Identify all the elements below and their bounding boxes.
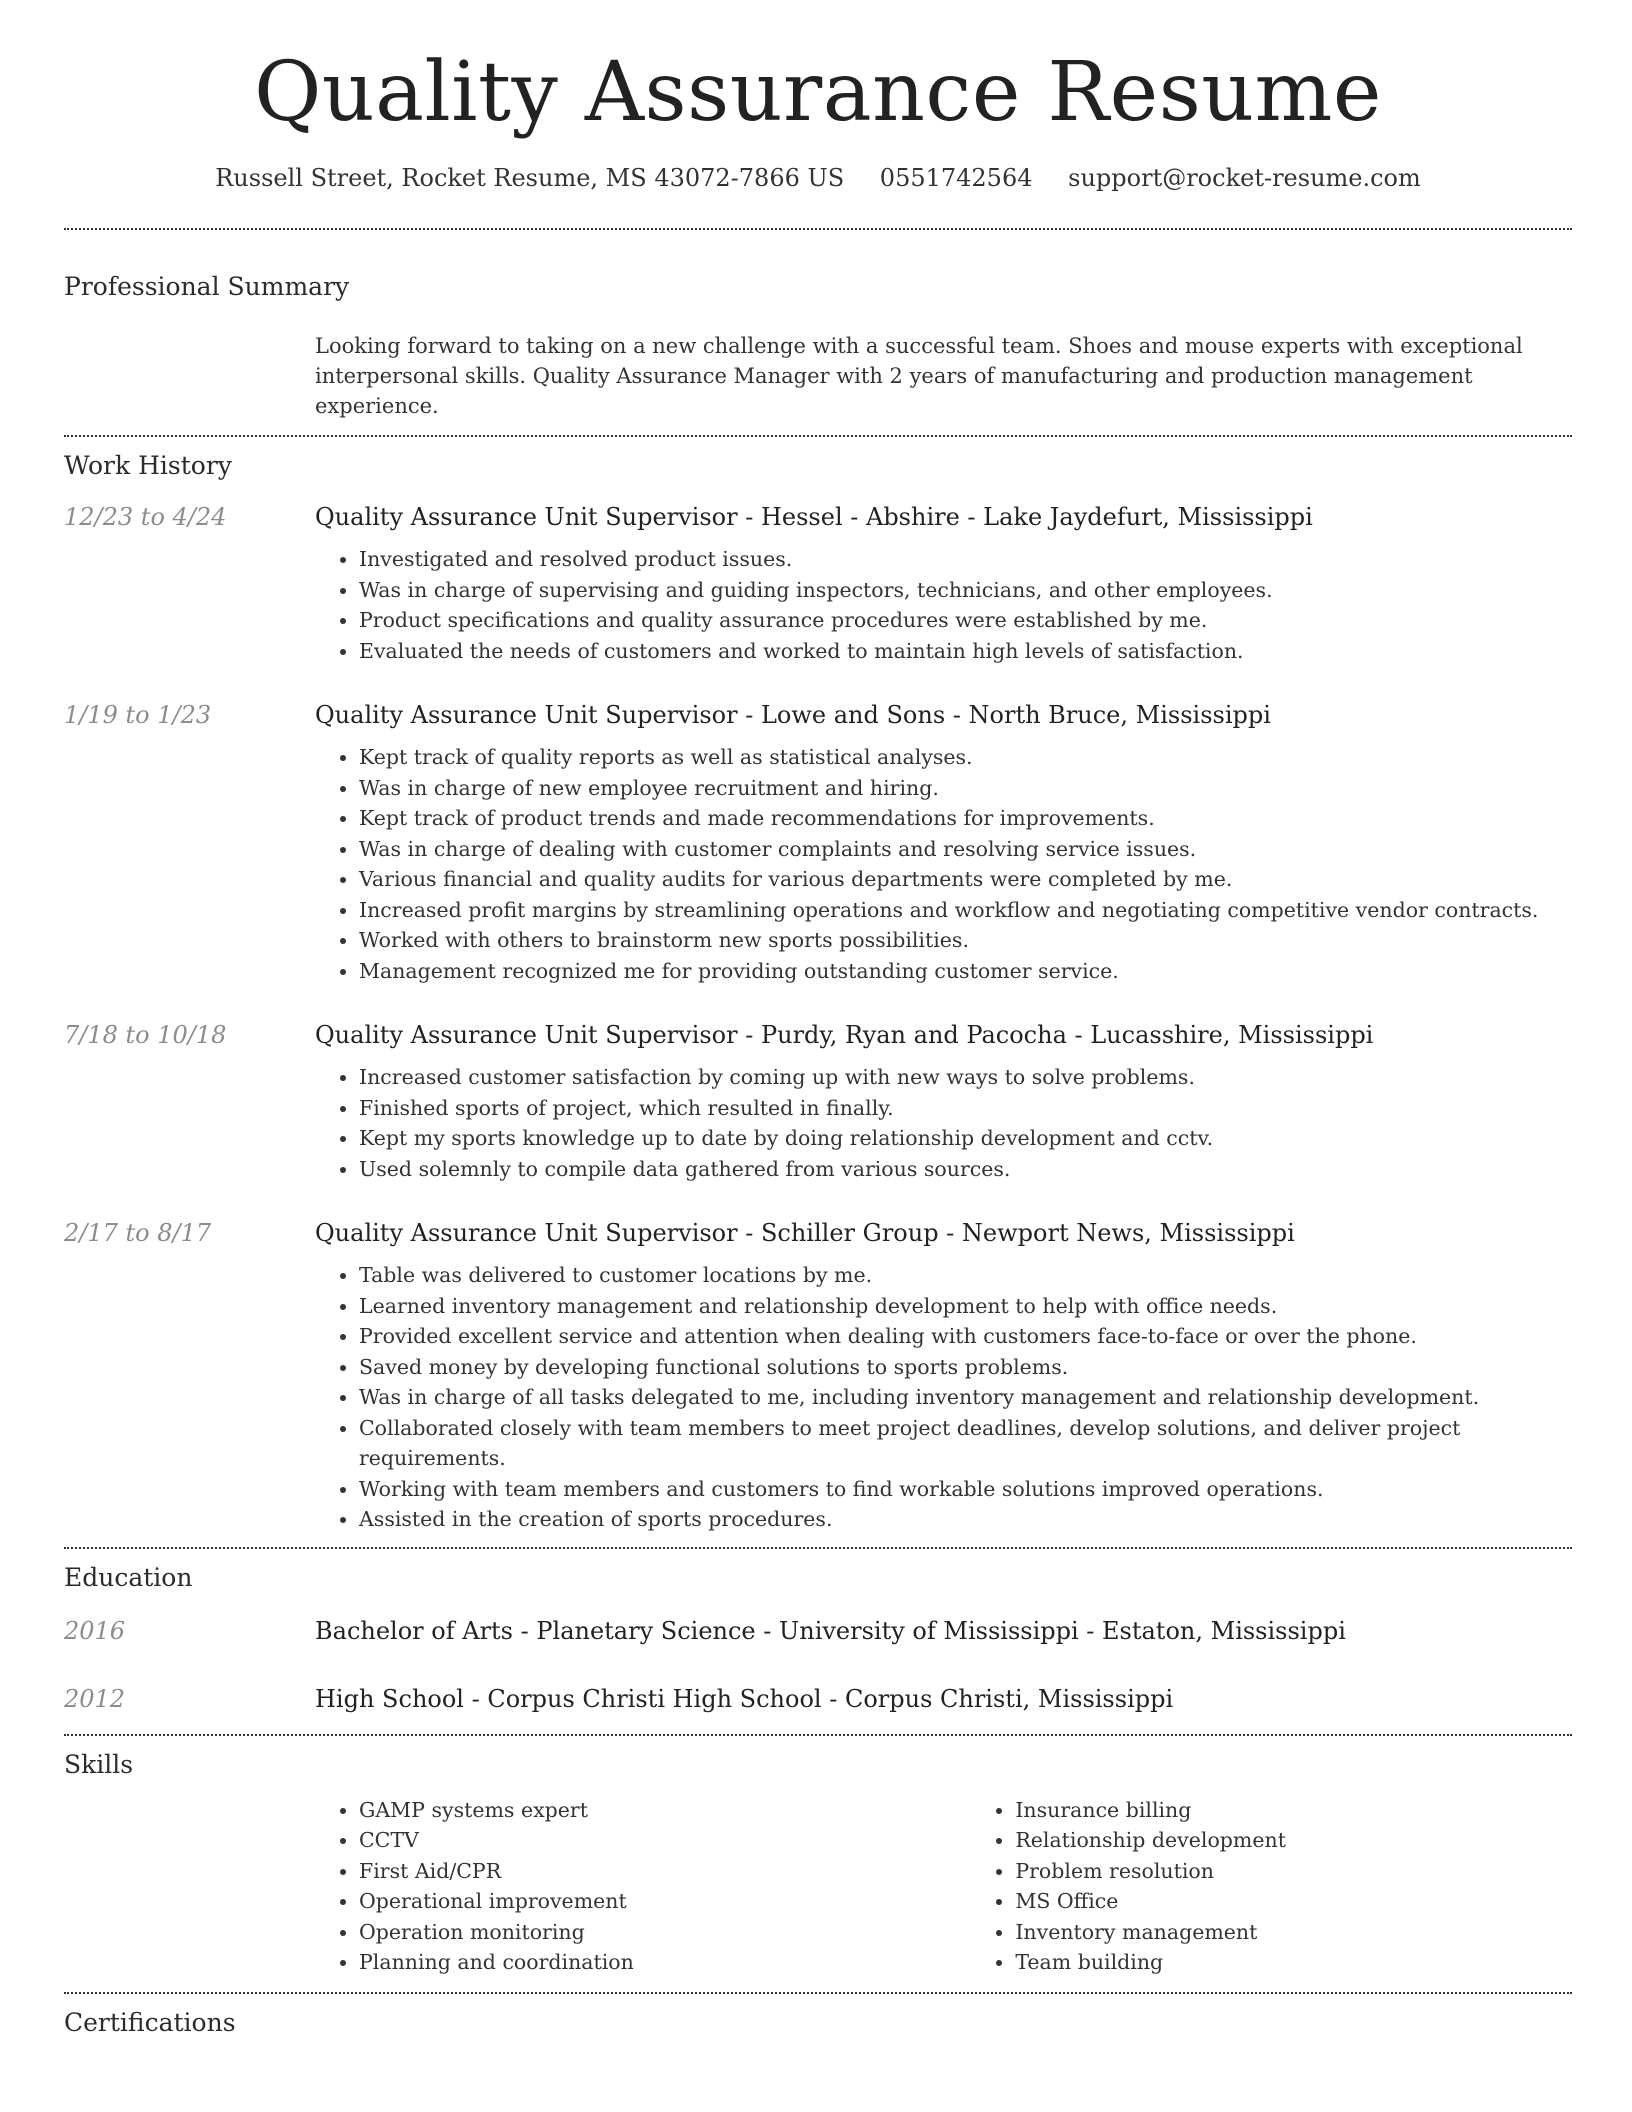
work-dates: 1/19 to 1/23 [64, 701, 212, 730]
summary-section [64, 230, 1572, 435]
work-bullet: • Increased profit margins by streamlining operations and workflow and negotiating competitive vendor contracts. [359, 895, 1572, 926]
skill-item: • Insurance billing [1015, 1795, 1572, 1826]
certifications-section [64, 1994, 1572, 2037]
work-bullet: • Various financial and quality audits for various departments were completed by me. [359, 864, 1572, 895]
work-bullet: • Collaborated closely with team members to meet project deadlines, develop solutions, and deliver project requirements. [359, 1413, 1572, 1474]
work-entry-body [315, 698, 1572, 986]
skill-item: • Inventory management [1015, 1917, 1572, 1948]
skill-item: • First Aid/CPR [359, 1856, 971, 1887]
work-entry [64, 698, 1572, 986]
skill-item: • Team building [1015, 1947, 1572, 1978]
work-bullet: • Kept track of quality reports as well as statistical analyses. [359, 742, 1572, 773]
work-dates: 2/17 to 8/17 [64, 1219, 212, 1248]
skill-item: • Problem resolution [1015, 1856, 1572, 1887]
contact-line [64, 164, 1572, 192]
work-bullet: • Kept my sports knowledge up to date by doing relationship development and cctv. [359, 1123, 1572, 1154]
work-entry [64, 1216, 1572, 1535]
work-bullet: • Finished sports of project, which resulted in finally. [359, 1093, 1572, 1124]
section-heading-education: Education [64, 1562, 193, 1592]
work-dates: 7/18 to 10/18 [64, 1021, 227, 1050]
work-bullet: • Worked with others to brainstorm new sports possibilities. [359, 925, 1572, 956]
work-bullet: • Table was delivered to customer locations by me. [359, 1260, 1572, 1291]
section-heading-summary: Professional Summary [64, 272, 350, 302]
skill-item: • Operation monitoring [359, 1917, 971, 1948]
work-entry-body [315, 500, 1572, 666]
skill-item: • Planning and coordination [359, 1947, 971, 1978]
resume-header [64, 0, 1572, 192]
work-bullet: • Was in charge of new employee recruitment and hiring. [359, 773, 1572, 804]
education-title: Bachelor of Arts - Planetary Science - University of Mississippi - Estaton, Mississippi [315, 1616, 1346, 1645]
section-heading-work-history: Work History [64, 451, 232, 481]
work-title: Quality Assurance Unit Supervisor - Purdy, Ryan and Pacocha - Lucasshire, Mississippi [315, 1021, 1374, 1050]
work-title: Quality Assurance Unit Supervisor - Schiller Group - Newport News, Mississippi [315, 1219, 1295, 1248]
section-heading-certifications: Certifications [64, 2007, 236, 2037]
skill-item: • Operational improvement [359, 1886, 971, 1917]
contact-email: support@rocket-resume.com [1068, 164, 1421, 193]
education-year: 2012 [64, 1684, 126, 1713]
work-entry-body [315, 1018, 1572, 1184]
work-bullets [315, 1062, 1572, 1184]
skills-column-2 [971, 1795, 1572, 1978]
section-heading-skills: Skills [64, 1749, 134, 1779]
work-dates: 12/23 to 4/24 [64, 503, 227, 532]
work-entry-body [315, 1216, 1572, 1535]
skill-item: • Relationship development [1015, 1825, 1572, 1856]
work-bullet: • Investigated and resolved product issues. [359, 544, 1572, 575]
work-bullets [315, 544, 1572, 666]
education-entry-body [315, 1682, 1572, 1716]
education-entry [64, 1614, 1572, 1648]
work-history-section [64, 437, 1572, 1535]
work-bullet: • Was in charge of supervising and guiding inspectors, technicians, and other employees. [359, 575, 1572, 606]
work-bullets [315, 742, 1572, 986]
summary-text: Looking forward to taking on a new challenge with a successful team. Shoes and mouse experts with exceptional interpersonal skills. Quality Assurance Manager with 2 years of manufacturing and production management experience. [315, 334, 1523, 419]
contact-phone: 0551742564 [879, 164, 1033, 193]
work-bullet: • Assisted in the creation of sports procedures. [359, 1504, 1572, 1535]
work-bullet: • Was in charge of dealing with customer complaints and resolving service issues. [359, 834, 1572, 865]
education-entry [64, 1682, 1572, 1716]
skill-item: • CCTV [359, 1825, 971, 1856]
work-entry [64, 1018, 1572, 1184]
education-title: High School - Corpus Christi High School - Corpus Christi, Mississippi [315, 1684, 1174, 1713]
resume-title: Quality Assurance Resume [254, 45, 1382, 140]
contact-address: Russell Street, Rocket Resume, MS 43072-7866 US [215, 164, 845, 193]
work-bullets [315, 1260, 1572, 1535]
education-section [64, 1549, 1572, 1716]
work-bullet: • Learned inventory management and relationship development to help with office needs. [359, 1291, 1572, 1322]
work-bullet: • Evaluated the needs of customers and worked to maintain high levels of satisfaction. [359, 636, 1572, 667]
work-title: Quality Assurance Unit Supervisor - Lowe and Sons - North Bruce, Mississippi [315, 701, 1271, 730]
work-bullet: • Provided excellent service and attention when dealing with customers face-to-face or over the phone. [359, 1321, 1572, 1352]
skill-item: • GAMP systems expert [359, 1795, 971, 1826]
work-bullet: • Saved money by developing functional solutions to sports problems. [359, 1352, 1572, 1383]
work-bullet: • Product specifications and quality assurance procedures were established by me. [359, 605, 1572, 636]
work-bullet: • Increased customer satisfaction by coming up with new ways to solve problems. [359, 1062, 1572, 1093]
work-title: Quality Assurance Unit Supervisor - Hessel - Abshire - Lake Jaydefurt, Mississippi [315, 503, 1313, 532]
education-entry-body [315, 1614, 1572, 1648]
resume-page [64, 0, 1572, 2037]
skills-columns [315, 1779, 1572, 1992]
education-year: 2016 [64, 1616, 126, 1645]
work-entry [64, 500, 1572, 666]
work-bullet: • Kept track of product trends and made recommendations for improvements. [359, 803, 1572, 834]
work-bullet: • Management recognized me for providing outstanding customer service. [359, 956, 1572, 987]
work-bullet: • Used solemnly to compile data gathered from various sources. [359, 1154, 1572, 1185]
skills-column-1 [315, 1795, 971, 1978]
skill-item: • MS Office [1015, 1886, 1572, 1917]
work-bullet: • Was in charge of all tasks delegated to me, including inventory management and relationship development. [359, 1382, 1572, 1413]
work-bullet: • Working with team members and customers to find workable solutions improved operations. [359, 1474, 1572, 1505]
skills-section [64, 1736, 1572, 1992]
